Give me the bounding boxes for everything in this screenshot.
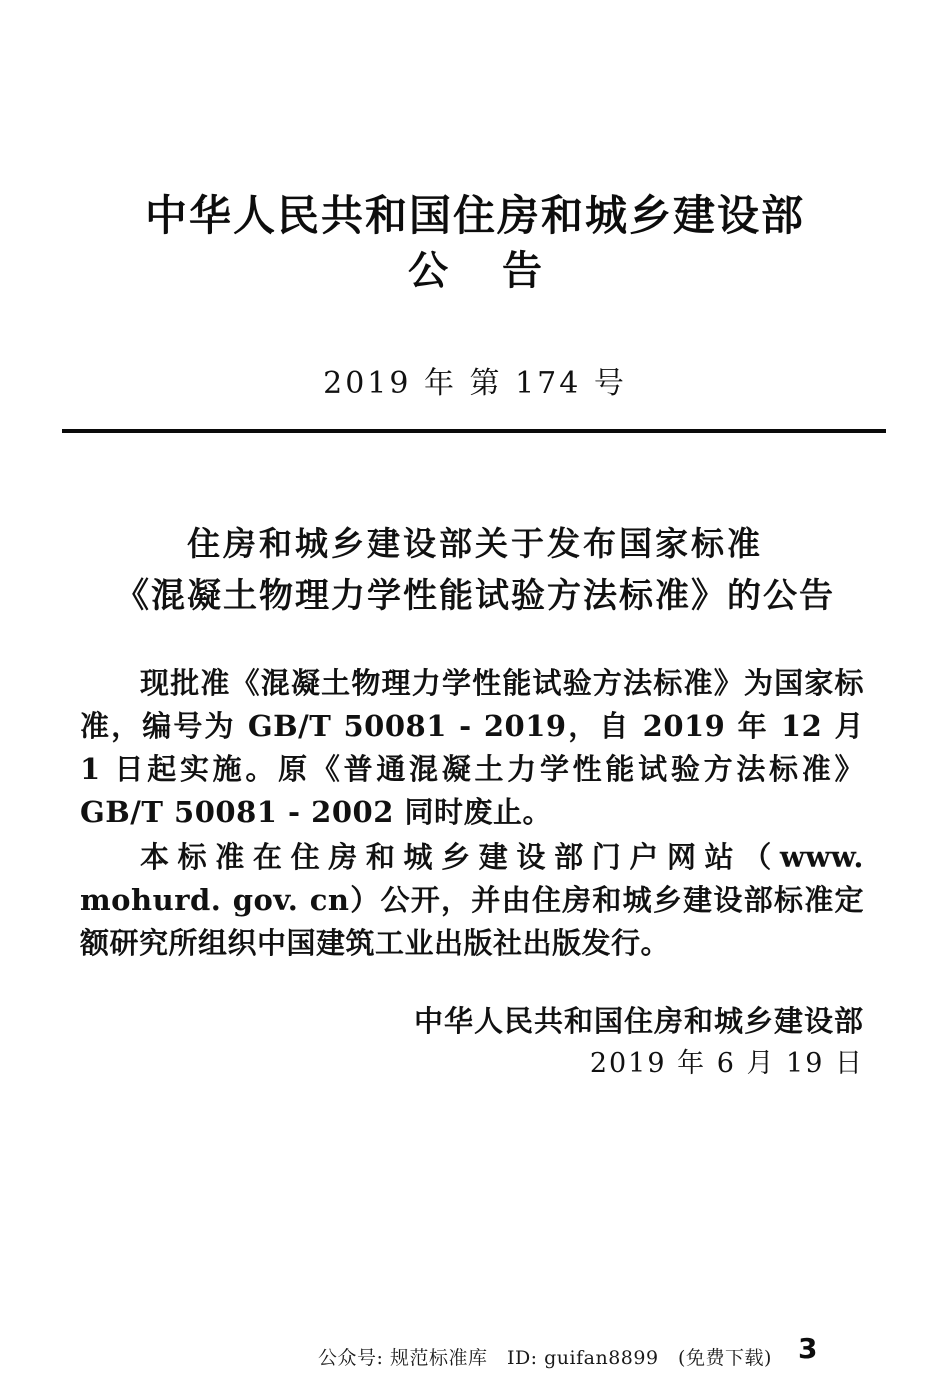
announcement-body bbox=[80, 662, 864, 967]
issuing-authority-heading: 中华人民共和国住房和城乡建设部 bbox=[144, 191, 805, 240]
masthead bbox=[0, 190, 950, 300]
signatory-organization: 中华人民共和国住房和城乡建设部 bbox=[413, 1004, 864, 1038]
signature-date: 2019 年 6 月 19 日 bbox=[589, 1048, 864, 1079]
footer-watermark-note: 公众号: 规范标准库 ID: guifan8899 (免费下载) bbox=[318, 1347, 772, 1369]
announcement-number: 2019 年 第 174 号 bbox=[323, 366, 627, 401]
body-paragraph-1: 现批准《混凝土物理力学性能试验方法标准》为国家标准，编号为 GB/T 50081 - 2019，自 2019 年 12 月 1 日起实施。原《普通混凝土力学性能试验方法标准》GB/T 50081 - 2002 同时废止。 bbox=[80, 666, 864, 829]
page-number: 3 bbox=[798, 1332, 818, 1365]
document-title-line-1: 住房和城乡建设部关于发布国家标准 bbox=[187, 524, 763, 563]
document-type-heading: 公告 bbox=[408, 248, 596, 294]
document-title bbox=[0, 518, 950, 622]
signature-block bbox=[0, 998, 950, 1084]
body-paragraph-2: 本标准在住房和城乡建设部门户网站（www. mohurd. gov. cn）公开，并由住房和城乡建设部标准定额研究所组织中国建筑工业出版社出版发行。 bbox=[80, 840, 864, 960]
document-title-line-2: 《混凝土物理力学性能试验方法标准》的公告 bbox=[115, 576, 835, 616]
header-divider-rule bbox=[62, 429, 886, 433]
